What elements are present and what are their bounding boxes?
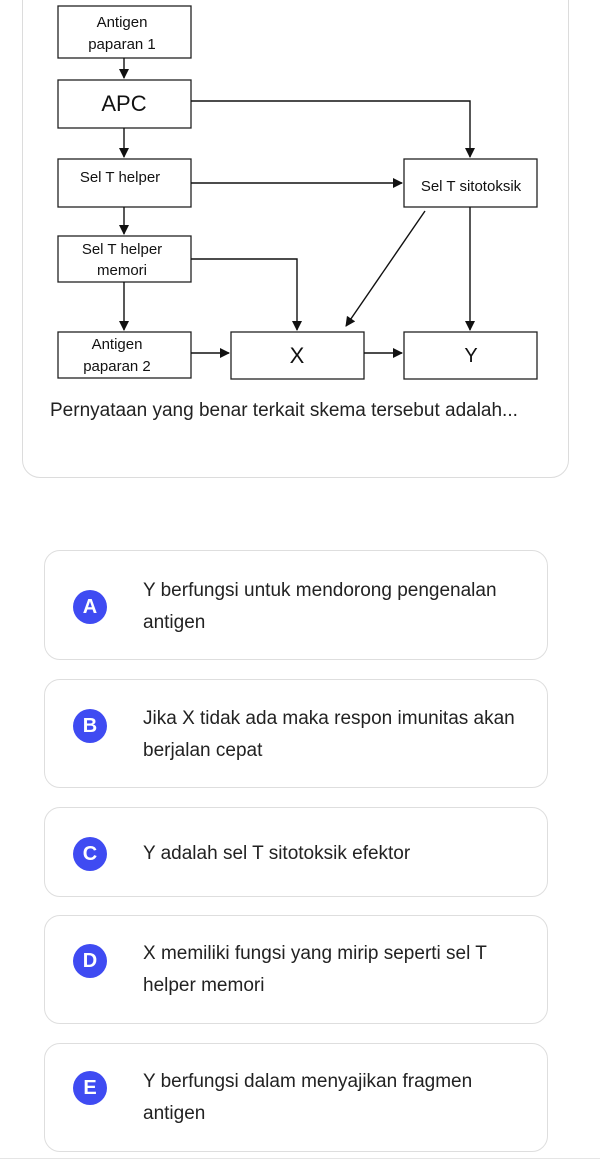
page-divider (0, 1158, 600, 1159)
option-e-text: Y berfungsi dalam menyajikan fragmen antigen (143, 1071, 473, 1124)
thm-label-1: Sel T helper (81, 241, 163, 258)
x-label: X (289, 343, 305, 368)
option-c-badge: C (73, 837, 107, 871)
option-c[interactable] (44, 807, 548, 897)
antigen2-label-2: paparan 2 (83, 358, 151, 375)
antigen1-label-1: Antigen (96, 14, 148, 31)
option-a[interactable] (44, 550, 548, 660)
question-text: Pernyataan yang benar terkait skema tersebut adalah... (50, 400, 518, 421)
th-label: Sel T helper (79, 169, 161, 186)
option-d[interactable] (44, 915, 548, 1024)
option-a-badge: A (73, 590, 107, 624)
arrow-thm-x (191, 259, 297, 330)
arrow-tc-x (346, 211, 425, 326)
option-e-badge: E (73, 1071, 107, 1105)
option-a-text: Y berfungsi untuk mendorong pengenalan antigen (143, 580, 497, 633)
antigen1-label-2: paparan 1 (88, 36, 156, 53)
apc-label: APC (101, 91, 147, 116)
option-c-text: Y adalah sel T sitotoksik efektor (143, 843, 411, 864)
option-b-badge: B (73, 709, 107, 743)
option-d-badge: D (73, 944, 107, 978)
immune-response-diagram (0, 0, 600, 390)
arrow-apc-tc (191, 101, 470, 157)
antigen2-label-1: Antigen (91, 336, 143, 353)
option-b[interactable] (44, 679, 548, 788)
y-label: Y (464, 345, 478, 367)
option-e[interactable] (44, 1043, 548, 1152)
option-b-text: Jika X tidak ada maka respon imunitas akan berjalan cepat (143, 708, 515, 761)
tc-label: Sel T sitotoksik (420, 178, 522, 195)
thm-label-2: memori (96, 262, 148, 279)
option-d-text: X memiliki fungsi yang mirip seperti sel T helper memori (143, 943, 487, 996)
